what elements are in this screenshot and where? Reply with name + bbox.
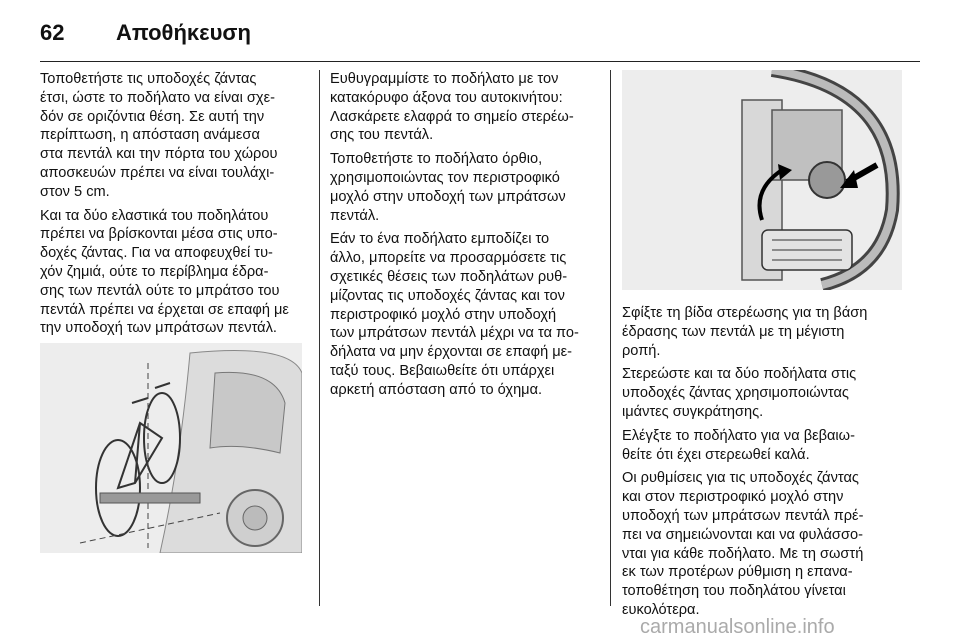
column-1 bbox=[40, 70, 310, 343]
page-title: Αποθήκευση bbox=[116, 20, 251, 45]
paragraph: Οι ρυθμίσεις για τις υποδοχές ζάντας και στον περιστροφικό μοχλό στην υποδοχή των μπράτσων πεντάλ πρέ- πει να σημειώνονται και να φυλάσσο- νται για κάθε ποδήλατο. Με τη σωστή εκ των προτέρων ρύθμιση η επανα- τοποθέτηση του ποδηλάτου γίνεται ευκολότερα. bbox=[622, 470, 864, 618]
paragraph: Ελέγξτε το ποδήλατο για να βεβαιω- θείτε ότι έχει στερεωθεί καλά. bbox=[622, 427, 855, 463]
pedal-holder-closeup-illustration bbox=[622, 70, 902, 290]
paragraph: Τοποθετήστε το ποδήλατο όρθιο, χρησιμοποιώντας τον περιστροφικό μοχλό στην υποδοχή των μπράτσων πεντάλ. bbox=[330, 151, 566, 224]
paragraph: Τοποθετήστε τις υποδοχές ζάντας έτσι, ώστε το ποδήλατο να είναι σχε- δόν σε οριζόντια θέση. Σε αυτή την περίπτωση, η απόσταση ανάμεσα στα πεντάλ και την πόρτα του χώρου αποσκευών πρέπει να είναι τουλάχι- στον 5 cm. bbox=[40, 71, 278, 200]
watermark: carmanualsonline.info bbox=[640, 616, 835, 638]
paragraph: Σφίξτε τη βίδα στερέωσης για τη βάση έδρασης των πεντάλ με τη μέγιστη ροπή. bbox=[622, 305, 868, 359]
column-divider bbox=[319, 70, 320, 606]
paragraph: Στερεώστε και τα δύο ποδήλατα στις υποδοχές ζάντας χρησιμοποιώντας ιμάντες συγκράτησης. bbox=[622, 366, 857, 420]
bike-carrier-illustration bbox=[40, 343, 302, 553]
paragraph: Και τα δύο ελαστικά του ποδηλάτου πρέπει να βρίσκονται μέσα στις υπο- δοχές ζάντας. Για να αποφευχθεί τυ- χόν ζημιά, ούτε το περίβλημα έδρα- σης των πεντάλ ούτε το μπράτσο του πεντάλ πρέπει να έρχεται σε επαφή με την υποδοχή των μπράτσων πεντάλ. bbox=[40, 207, 289, 337]
column-divider bbox=[610, 70, 611, 606]
paragraph: Εάν το ένα ποδήλατο εμποδίζει το άλλο, μπορείτε να προσαρμόσετε τις σχετικές θέσεις των ποδηλάτων ρυθ- μίζοντας τις υποδοχές ζάντας και τον περιστροφικό μοχλό στην υποδοχή των μπράτσων πεντάλ μέχρι να τα πο- δήλατα να μην έρχονται σε επαφή με- ταξύ τους. Βεβαιωθείτε ότι υπάρχει αρκετή απόσταση από το όχημα. bbox=[330, 231, 579, 398]
column-2 bbox=[330, 70, 604, 405]
column-3 bbox=[622, 304, 917, 625]
paragraph: Ευθυγραμμίστε το ποδήλατο με τον κατακόρυφο άξονα του αυτοκινήτου: Λασκάρετε ελαφρά το σημείο στερέω- σης του πεντάλ. bbox=[330, 71, 574, 144]
header-rule bbox=[40, 61, 920, 62]
page-header bbox=[40, 20, 920, 60]
page-number: 62 bbox=[40, 20, 65, 45]
